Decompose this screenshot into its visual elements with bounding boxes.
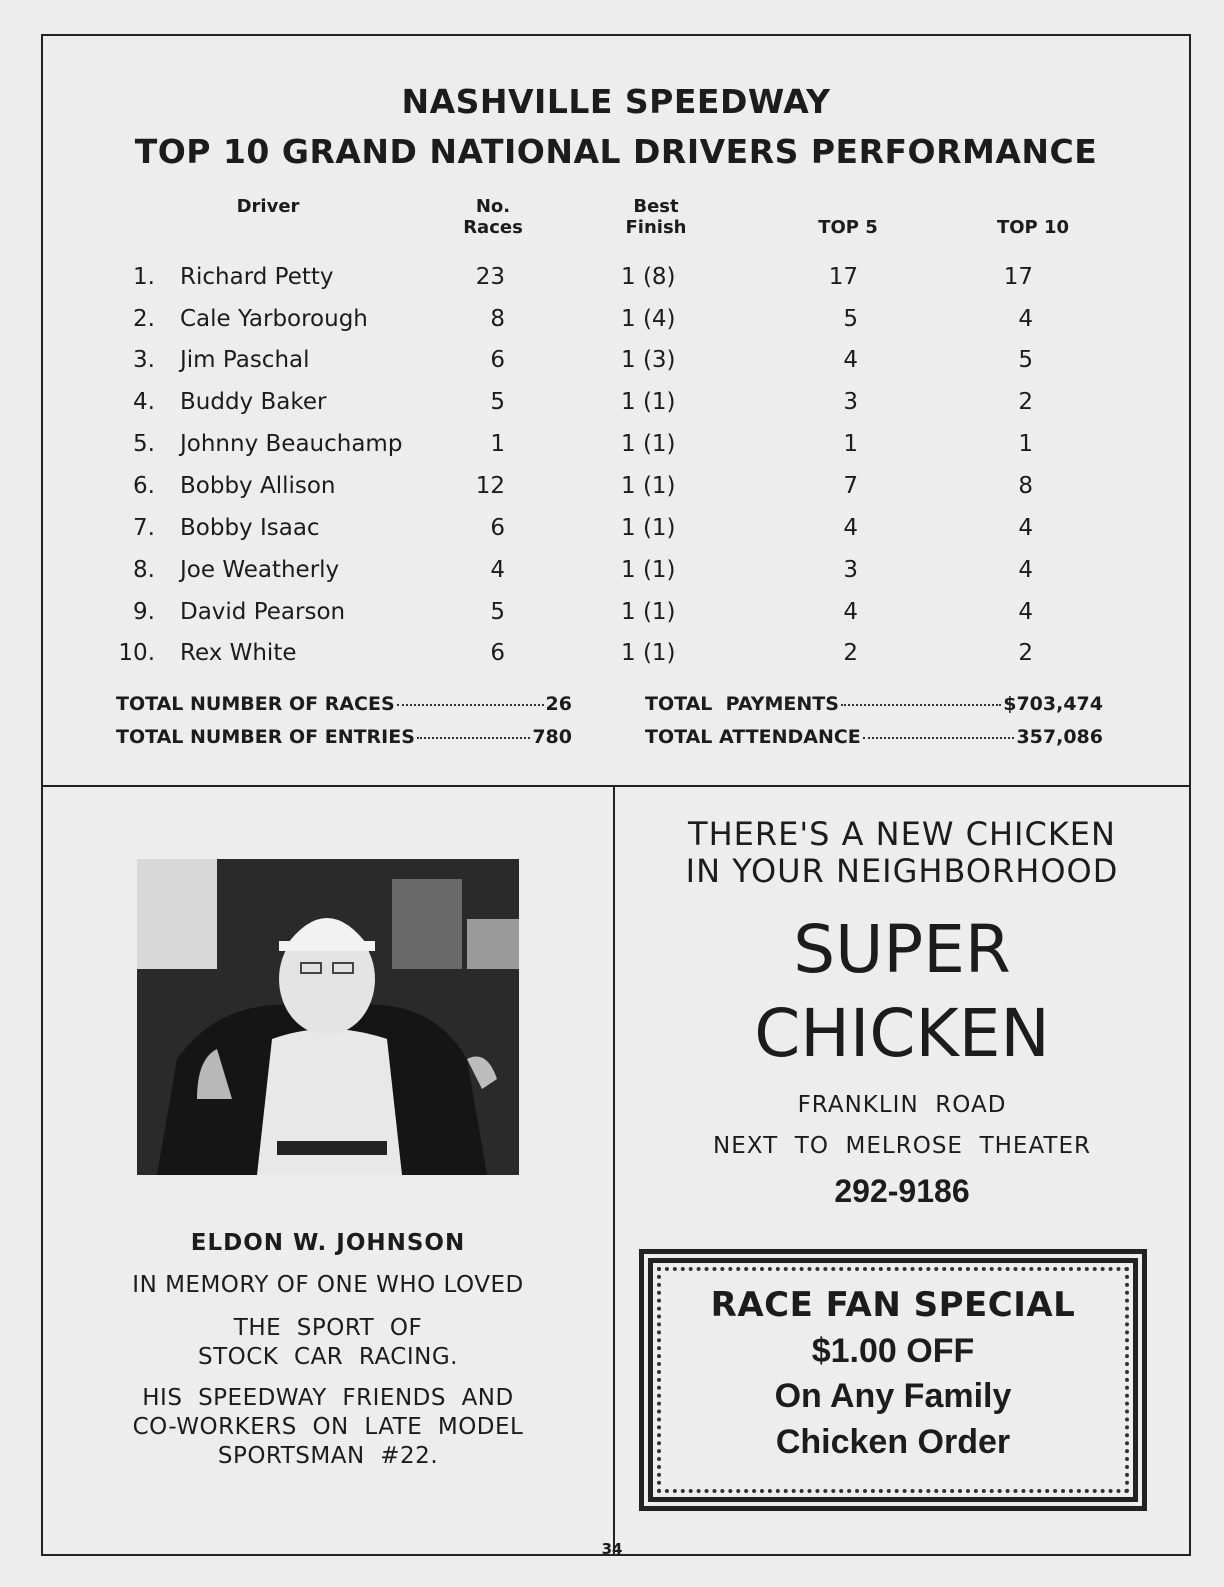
ad-brand-line-2: CHICKEN — [754, 995, 1050, 1072]
best-finish-cell: 1 (1) — [621, 431, 676, 457]
top5-cell: 7 — [843, 473, 858, 499]
table-row — [43, 599, 1189, 639]
driver-name-cell: Rex White — [180, 640, 297, 666]
driver-name-cell: Jim Paschal — [180, 347, 310, 373]
col-header-driver: Driver — [236, 196, 300, 217]
best-finish-cell: 1 (8) — [621, 264, 676, 290]
best-finish-cell: 1 (1) — [621, 557, 676, 583]
col-header-top10: TOP 10 — [996, 217, 1070, 238]
race-fan-special-coupon — [639, 1249, 1147, 1511]
page-title: NASHVILLE SPEEDWAY — [401, 82, 831, 121]
driver-name-cell: Joe Weatherly — [180, 557, 340, 583]
ad-phone: 292-9186 — [834, 1173, 970, 1209]
races-cell: 5 — [490, 389, 505, 415]
table-row — [43, 389, 1189, 429]
rank-cell: 1. — [133, 264, 155, 290]
rank-cell: 3. — [133, 347, 155, 373]
top5-cell: 3 — [843, 389, 858, 415]
top10-cell: 8 — [1018, 473, 1033, 499]
races-cell: 6 — [490, 640, 505, 666]
races-cell: 5 — [490, 599, 505, 625]
rank-cell: 8. — [133, 557, 155, 583]
table-row — [43, 306, 1189, 346]
top10-cell: 17 — [1003, 264, 1033, 290]
total-entries-label: TOTAL NUMBER OF ENTRIES — [116, 726, 415, 748]
top5-cell: 5 — [843, 306, 858, 332]
top5-cell: 3 — [843, 557, 858, 583]
table-row — [43, 515, 1189, 555]
rank-cell: 2. — [133, 306, 155, 332]
ad-tagline-2: IN YOUR NEIGHBORHOOD — [685, 852, 1119, 890]
top5-cell: 4 — [843, 347, 858, 373]
memorial-line: IN MEMORY OF ONE WHO LOVED — [132, 1272, 524, 1298]
top10-cell: 4 — [1018, 515, 1033, 541]
top5-cell: 4 — [843, 515, 858, 541]
photo-portrait-illustration — [137, 859, 519, 1175]
total-races-line — [116, 693, 572, 715]
col-header-races-line1: No. — [475, 196, 511, 217]
total-entries-line — [116, 726, 572, 748]
total-entries-value: 780 — [532, 726, 572, 748]
best-finish-cell: 1 (4) — [621, 306, 676, 332]
best-finish-cell: 1 (1) — [621, 640, 676, 666]
driver-name-cell: Bobby Isaac — [180, 515, 320, 541]
rank-cell: 10. — [118, 640, 155, 666]
col-header-top5: TOP 5 — [818, 217, 878, 238]
drivers-performance-section — [41, 34, 1191, 787]
total-attendance-label: TOTAL ATTENDANCE — [645, 726, 861, 748]
best-finish-cell: 1 (1) — [621, 473, 676, 499]
col-header-races — [443, 196, 543, 238]
driver-name-cell: Cale Yarborough — [180, 306, 368, 332]
page-number: 34 — [601, 1540, 623, 1558]
rank-cell: 4. — [133, 389, 155, 415]
total-attendance-line — [645, 726, 1103, 748]
top10-cell: 2 — [1018, 640, 1033, 666]
total-payments-line — [645, 693, 1103, 715]
ad-address-2: NEXT TO MELROSE THEATER — [713, 1133, 1091, 1159]
leader-dots — [863, 737, 1015, 739]
ad-address-1: FRANKLIN ROAD — [797, 1092, 1007, 1118]
memorial-line: HIS SPEEDWAY FRIENDS AND — [142, 1385, 514, 1411]
special-discount: $1.00 OFF — [811, 1332, 975, 1370]
top5-cell: 17 — [828, 264, 858, 290]
top10-cell: 4 — [1018, 557, 1033, 583]
top10-cell: 4 — [1018, 599, 1033, 625]
top10-cell: 2 — [1018, 389, 1033, 415]
rank-cell: 9. — [133, 599, 155, 625]
top5-cell: 1 — [843, 431, 858, 457]
best-finish-cell: 1 (1) — [621, 599, 676, 625]
races-cell: 6 — [490, 347, 505, 373]
best-finish-cell: 1 (3) — [621, 347, 676, 373]
leader-dots — [841, 704, 1001, 706]
memorial-name: ELDON W. JOHNSON — [190, 1230, 466, 1256]
races-cell: 1 — [490, 431, 505, 457]
leader-dots — [417, 737, 530, 739]
table-row — [43, 640, 1189, 680]
total-races-label: TOTAL NUMBER OF RACES — [116, 693, 395, 715]
races-cell: 12 — [475, 473, 505, 499]
races-cell: 8 — [490, 306, 505, 332]
memorial-photo — [137, 859, 519, 1175]
special-line-4: Chicken Order — [775, 1423, 1011, 1461]
table-row — [43, 473, 1189, 513]
rank-cell: 6. — [133, 473, 155, 499]
top10-cell: 5 — [1018, 347, 1033, 373]
total-payments-value: $703,474 — [1003, 693, 1103, 715]
total-payments-label: TOTAL PAYMENTS — [645, 693, 839, 715]
memorial-line: STOCK CAR RACING. — [198, 1344, 458, 1370]
memorial-line: CO-WORKERS ON LATE MODEL — [132, 1414, 524, 1440]
races-cell: 6 — [490, 515, 505, 541]
driver-name-cell: David Pearson — [180, 599, 346, 625]
top5-cell: 2 — [843, 640, 858, 666]
driver-name-cell: Johnny Beauchamp — [180, 431, 403, 457]
rank-cell: 5. — [133, 431, 155, 457]
leader-dots — [397, 704, 544, 706]
special-line-3: On Any Family — [774, 1377, 1012, 1415]
rank-cell: 7. — [133, 515, 155, 541]
special-title: RACE FAN SPECIAL — [710, 1285, 1076, 1325]
col-header-best-line2: Finish — [625, 217, 687, 238]
driver-name-cell: Buddy Baker — [180, 389, 327, 415]
ad-tagline-1: THERE'S A NEW CHICKEN — [688, 815, 1116, 853]
best-finish-cell: 1 (1) — [621, 389, 676, 415]
table-row — [43, 557, 1189, 597]
top10-cell: 4 — [1018, 306, 1033, 332]
driver-name-cell: Bobby Allison — [180, 473, 336, 499]
col-header-best-line1: Best — [633, 196, 679, 217]
table-row — [43, 264, 1189, 304]
races-cell: 4 — [490, 557, 505, 583]
page-subtitle: TOP 10 GRAND NATIONAL DRIVERS PERFORMANCE — [134, 132, 1098, 171]
total-attendance-value: 357,086 — [1016, 726, 1103, 748]
driver-name-cell: Richard Petty — [180, 264, 334, 290]
total-races-value: 26 — [545, 693, 572, 715]
ad-brand-line-1: SUPER — [793, 911, 1011, 988]
top5-cell: 4 — [843, 599, 858, 625]
top10-cell: 1 — [1018, 431, 1033, 457]
table-row — [43, 347, 1189, 387]
races-cell: 23 — [475, 264, 505, 290]
best-finish-cell: 1 (1) — [621, 515, 676, 541]
super-chicken-ad — [613, 785, 1191, 1556]
col-header-best-finish — [606, 196, 706, 238]
table-row — [43, 431, 1189, 471]
memorial-line: THE SPORT OF — [233, 1315, 423, 1341]
col-header-races-line2: Races — [463, 217, 523, 238]
memorial-line: SPORTSMAN #22. — [217, 1443, 439, 1469]
memorial-section — [41, 785, 615, 1556]
